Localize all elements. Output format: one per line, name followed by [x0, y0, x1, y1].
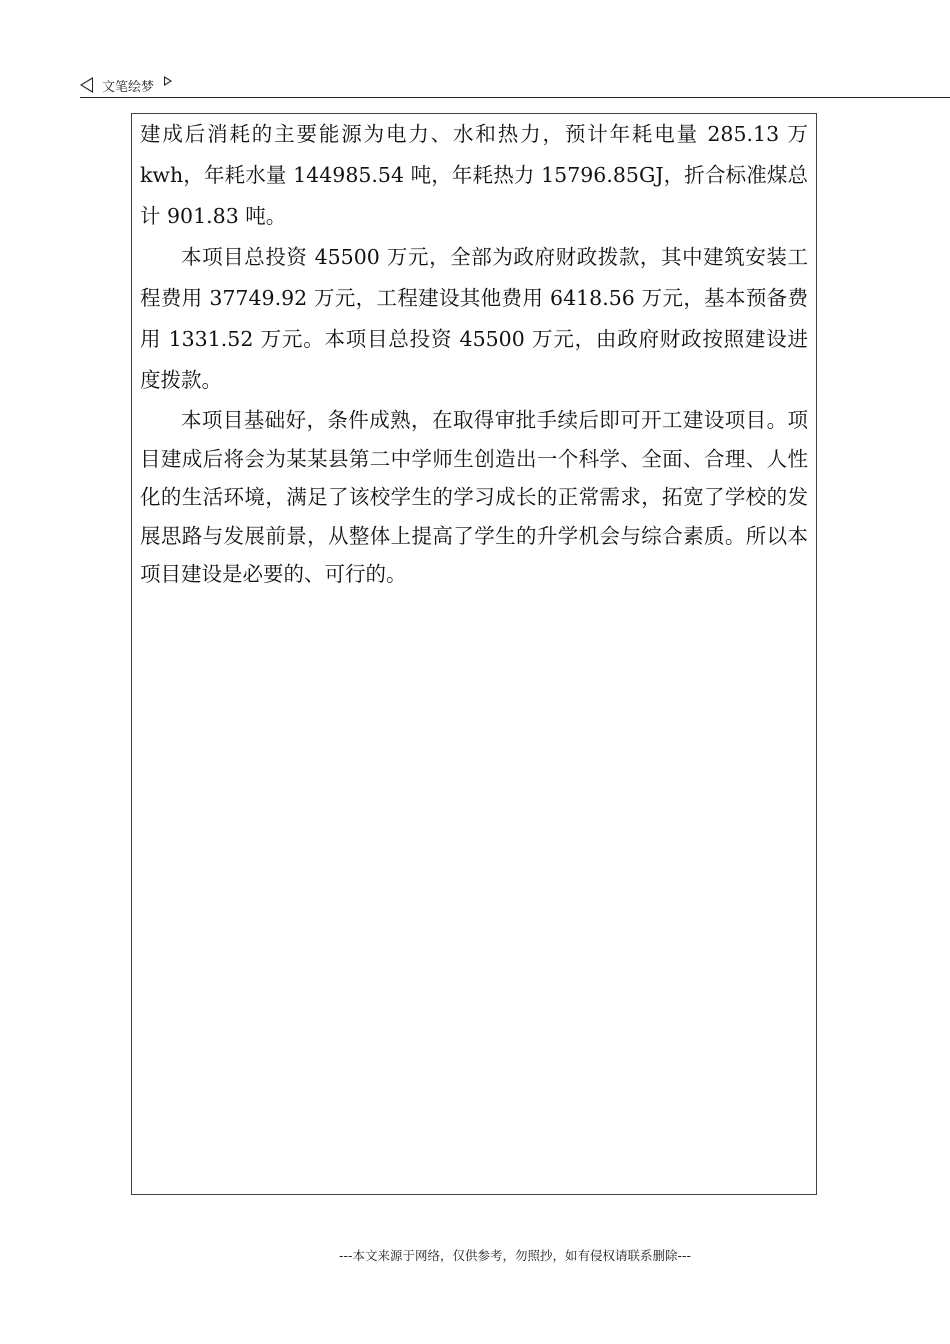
header-divider [80, 97, 950, 98]
document-body [140, 114, 808, 594]
triangle-left-icon [80, 77, 93, 93]
page-header [80, 74, 172, 96]
paragraph-energy: 建成后消耗的主要能源为电力、水和热力，预计年耗电量 285.13 万 kwh，年耗水量 144985.54 吨，年耗热力 15796.85GJ，折合标准煤总计 901.83 吨。 [140, 122, 808, 228]
page-footer-note: ---本文来源于网络，仅供参考，勿照抄，如有侵权请联系删除--- [338, 1248, 692, 1263]
paragraph-conclusion: 本项目基础好，条件成熟，在取得审批手续后即可开工建设项目。项目建成后将会为某某县第二中学师生创造出一个科学、全面、合理、人性化的生活环境，满足了该校学生的学习成长的正常需求，拓宽了学校的发展思路与发展前景，从整体上提高了学生的升学机会与综合素质。所以本项目建设是必要的、可行的。 [140, 408, 808, 586]
header-title: 文笔绘梦 [102, 79, 155, 95]
triangle-right-icon [164, 76, 172, 86]
paragraph-investment: 本项目总投资 45500 万元，全部为政府财政拨款，其中建筑安装工程费用 37749.92 万元，工程建设其他费用 6418.56 万元，基本预备费用 1331.52 万元。本项目总投资 45500 万元，由政府财政按照建设进度拨款。 [140, 245, 808, 392]
